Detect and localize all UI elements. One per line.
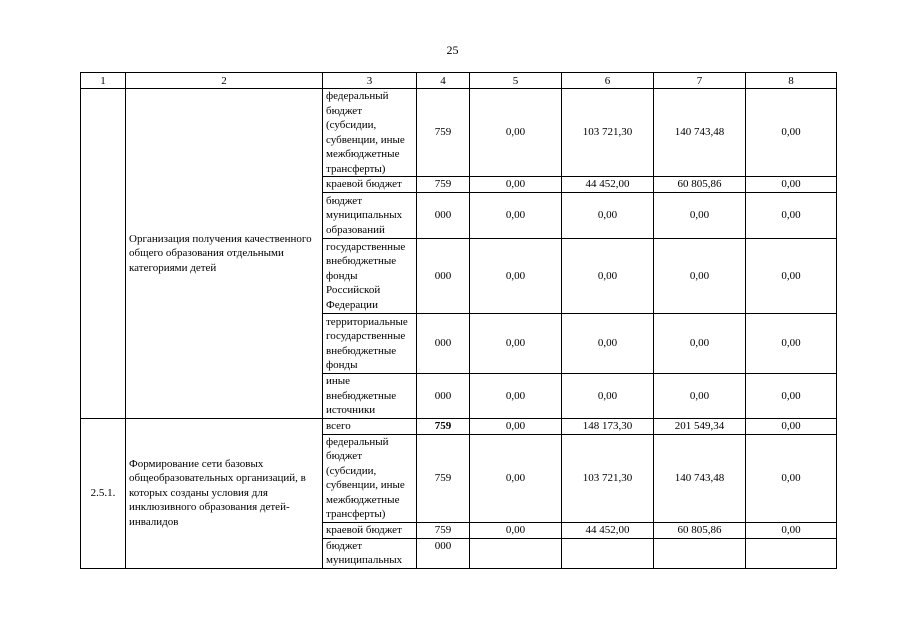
- funding-source: федеральный бюджет (субсидии, субвенции, иные межбюджетные трансферты): [323, 434, 417, 522]
- column-header: 5: [470, 73, 562, 89]
- value-cell: 0,00: [746, 522, 837, 538]
- value-cell: 0,00: [746, 434, 837, 522]
- value-cell: 0,00: [746, 418, 837, 434]
- value-cell: 0,00: [470, 177, 562, 193]
- value-cell: [470, 538, 562, 568]
- value-cell: 0,00: [470, 314, 562, 374]
- value-cell: 0,00: [470, 193, 562, 239]
- value-cell: [746, 538, 837, 568]
- value-cell: 44 452,00: [562, 177, 654, 193]
- code-cell: 000: [417, 314, 470, 374]
- value-cell: 0,00: [470, 239, 562, 314]
- page-number: 25: [446, 43, 459, 57]
- value-cell: 0,00: [654, 314, 746, 374]
- value-cell: 60 805,86: [654, 177, 746, 193]
- value-cell: 0,00: [470, 89, 562, 177]
- column-header: 3: [323, 73, 417, 89]
- funding-source: всего: [323, 418, 417, 434]
- value-cell: 148 173,30: [562, 418, 654, 434]
- value-cell: 0,00: [746, 374, 837, 419]
- value-cell: [654, 538, 746, 568]
- funding-source: бюджет муниципальных образований: [323, 193, 417, 239]
- activity-description: Формирование сети базовых общеобразовательных организаций, в которых созданы условия для инклюзивного образования детей-инвалидов: [126, 418, 323, 568]
- value-cell: 201 549,34: [654, 418, 746, 434]
- code-cell: 000: [417, 374, 470, 419]
- code-cell: 759: [417, 177, 470, 193]
- value-cell: 0,00: [562, 314, 654, 374]
- code-cell: 000: [417, 193, 470, 239]
- value-cell: 0,00: [746, 314, 837, 374]
- column-header: 7: [654, 73, 746, 89]
- funding-source: бюджет муниципальных: [323, 538, 417, 568]
- value-cell: 0,00: [746, 193, 837, 239]
- column-header: 1: [81, 73, 126, 89]
- code-cell: 759: [417, 522, 470, 538]
- value-cell: 0,00: [746, 89, 837, 177]
- code-cell: 759: [417, 89, 470, 177]
- activity-description: Организация получения качественного общего образования отдельными категориями детей: [126, 89, 323, 419]
- value-cell: 0,00: [654, 193, 746, 239]
- column-header: 2: [126, 73, 323, 89]
- value-cell: 0,00: [654, 239, 746, 314]
- value-cell: 0,00: [746, 177, 837, 193]
- code-cell: 759: [417, 418, 470, 434]
- value-cell: 0,00: [470, 522, 562, 538]
- value-cell: 140 743,48: [654, 89, 746, 177]
- funding-source: краевой бюджет: [323, 522, 417, 538]
- row-index: 2.5.1.: [81, 418, 126, 568]
- code-cell: 759: [417, 434, 470, 522]
- code-cell: 000: [417, 538, 470, 568]
- header-row: [81, 73, 837, 89]
- column-header: 8: [746, 73, 837, 89]
- value-cell: 60 805,86: [654, 522, 746, 538]
- value-cell: 0,00: [654, 374, 746, 419]
- funding-source: иные внебюджетные источники: [323, 374, 417, 419]
- value-cell: 44 452,00: [562, 522, 654, 538]
- value-cell: 0,00: [562, 239, 654, 314]
- row-index: [81, 89, 126, 419]
- budget-table: [80, 72, 837, 569]
- funding-source: территориальные государственные внебюджетные фонды: [323, 314, 417, 374]
- table-row: [81, 418, 837, 434]
- column-header: 4: [417, 73, 470, 89]
- value-cell: 0,00: [470, 418, 562, 434]
- value-cell: 0,00: [746, 239, 837, 314]
- value-cell: 0,00: [470, 374, 562, 419]
- table-row: [81, 89, 837, 177]
- value-cell: [562, 538, 654, 568]
- code-cell: 000: [417, 239, 470, 314]
- value-cell: 0,00: [562, 193, 654, 239]
- funding-source: федеральный бюджет (субсидии, субвенции, иные межбюджетные трансферты): [323, 89, 417, 177]
- value-cell: 103 721,30: [562, 89, 654, 177]
- value-cell: 103 721,30: [562, 434, 654, 522]
- column-header: 6: [562, 73, 654, 89]
- funding-source: краевой бюджет: [323, 177, 417, 193]
- value-cell: 0,00: [562, 374, 654, 419]
- funding-source: государственные внебюджетные фонды Российской Федерации: [323, 239, 417, 314]
- value-cell: 0,00: [470, 434, 562, 522]
- value-cell: 140 743,48: [654, 434, 746, 522]
